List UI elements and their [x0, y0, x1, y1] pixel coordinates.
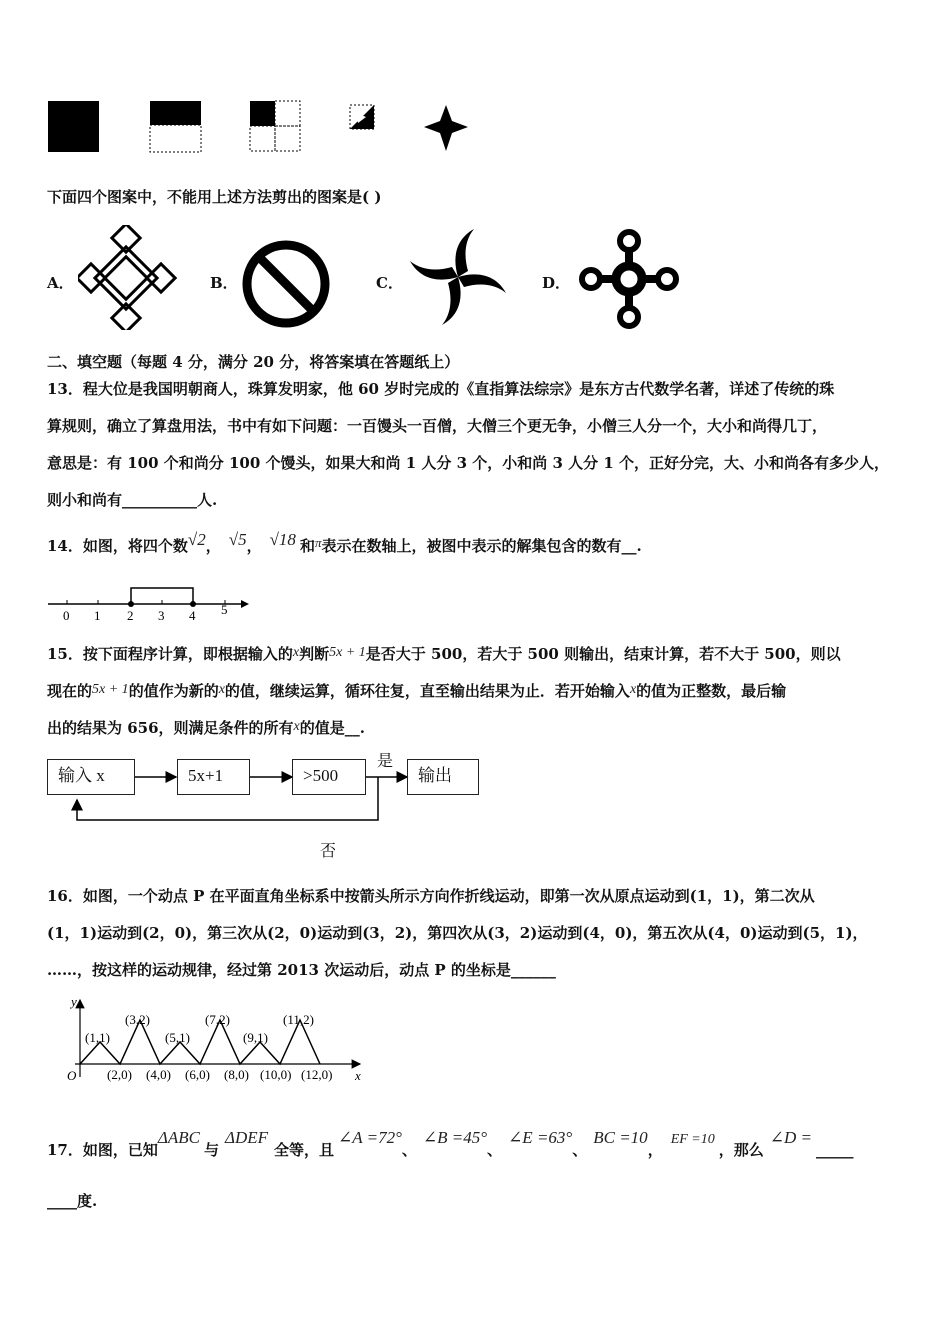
q17-line2: ____度.	[47, 1192, 98, 1210]
q15-l2b: 的值作为新的	[128, 682, 219, 700]
q14-part2: 和	[299, 537, 315, 555]
q13-line1: 13．程大位是我国明朝商人，珠算发明家，他 60 岁时完成的《直指算法综宗》是东方古代数学名著，详述了传统的珠	[47, 380, 835, 398]
origin-label: O	[67, 1068, 77, 1083]
bottom-label: (12,0)	[301, 1067, 333, 1082]
flow-no-label: 否	[320, 841, 337, 860]
q17-s3: 、	[572, 1141, 588, 1159]
q15-line2	[47, 681, 786, 703]
square-full-icon	[48, 101, 99, 152]
q16-line3: ……，按这样的运动规律，经过第 2013 次运动后，动点 P 的坐标是______	[47, 961, 556, 979]
bottom-label: (6,0)	[185, 1067, 210, 1082]
q15-line1	[47, 644, 841, 666]
q12-prompt: 下面四个图案中，不能用上述方法剪出的图案是( )	[47, 188, 382, 206]
y-axis-label: y	[71, 994, 77, 1009]
bottom-label: (10,0)	[260, 1067, 292, 1082]
zigzag-graph	[55, 992, 375, 1087]
peak-label: (1,1)	[85, 1030, 110, 1045]
q16-line2: (1，1)运动到(2，0)，第三次从(2，0)运动到(3，2)，第四次从(3，2)运动到(4，0)，第五次从(4，0)运动到(5，1)，	[47, 924, 868, 942]
peak-label: (3,2)	[125, 1012, 150, 1027]
section-heading: 二、填空题（每题 4 分，满分 20 分，将答案填在答题纸上）	[47, 353, 460, 371]
folding-figure	[40, 95, 490, 165]
four-point-star-icon	[424, 105, 468, 151]
no-entry-icon[interactable]	[240, 238, 332, 330]
tick-4: 4	[189, 608, 196, 623]
bottom-label: (2,0)	[107, 1067, 132, 1082]
var-x-c: x	[629, 682, 637, 697]
q14-text	[47, 530, 642, 557]
tri-abc: ΔABC	[157, 1128, 200, 1147]
x-axis-label: x	[355, 1068, 361, 1083]
q15-l2d: 的值为正整数，最后输	[636, 682, 787, 700]
bottom-label: (8,0)	[224, 1067, 249, 1082]
flow-calc-box: 5x+1	[177, 759, 250, 795]
peak-label: (11,2)	[283, 1012, 314, 1027]
q15-l2c: 的值，继续运算，循环往复，直至输出结果为止．若开始输入	[224, 682, 630, 700]
q15-l1b: 判断	[299, 645, 330, 663]
sqrt18: √18	[269, 530, 296, 549]
number-line	[45, 578, 255, 626]
angle-d: ∠D =	[769, 1128, 813, 1147]
expr-5x1-b: 5x + 1	[92, 682, 129, 697]
option-b-label[interactable]: B．	[210, 274, 238, 292]
q14-part3: 表示在数轴上，被图中表示的解集包含的数有__.	[321, 537, 642, 555]
tick-3: 3	[158, 608, 165, 623]
var-x: x	[292, 645, 300, 660]
pi: π	[314, 535, 322, 550]
var-x-d: x	[293, 719, 300, 734]
flow-input-box: 输入 x	[47, 759, 135, 795]
side-ef: EF =10	[670, 1132, 715, 1147]
q17-line1	[47, 1128, 854, 1162]
tick-0: 0	[63, 608, 70, 623]
q15-l1a: 15．按下面程序计算，即根据输入的	[47, 645, 293, 663]
square-half-fold-icon	[150, 101, 201, 152]
knot-diamond-icon[interactable]	[78, 225, 178, 330]
q13-line4: 则小和尚有__________人.	[47, 491, 218, 509]
peak-label: (7,2)	[205, 1012, 230, 1027]
sqrt2: √2	[187, 530, 206, 549]
angle-a: ∠A =72°	[338, 1128, 402, 1147]
q14-sep1: ，	[205, 537, 221, 555]
option-a-label[interactable]: A．	[47, 274, 74, 292]
var-x-b: x	[218, 682, 225, 697]
q17-b: 与	[203, 1141, 219, 1159]
answer-blank[interactable]: _____	[816, 1141, 854, 1159]
q17-s4: ，	[647, 1141, 663, 1159]
pinwheel-icon[interactable]	[405, 225, 511, 330]
sqrt5: √5	[228, 530, 247, 549]
q13-line3: 意思是：有 100 个和尚分 100 个馒头，如果大和尚 1 人分 3 个，小和尚 3 人分 1 个，正好分完，大、小和尚各有多少人，	[47, 454, 890, 472]
peak-label: (5,1)	[165, 1030, 190, 1045]
side-bc: BC =10	[593, 1128, 648, 1147]
q15-l3a: 出的结果为 656，则满足条件的所有	[47, 719, 294, 737]
q15-l2a: 现在的	[47, 682, 93, 700]
tick-5: 5	[221, 602, 228, 617]
flow-cond-box: >500	[292, 759, 366, 795]
option-c-label[interactable]: C．	[376, 274, 403, 292]
tri-def: ΔDEF	[224, 1128, 269, 1147]
option-d-label[interactable]: D．	[542, 274, 571, 292]
expr-5x1: 5x + 1	[329, 645, 366, 660]
q13-line2: 算规则，确立了算盘用法，书中有如下问题：一百馒头一百僧，大僧三个更无争，小僧三人分一个，大小和尚得几丁，	[47, 417, 828, 435]
q14-sep2: ，	[246, 537, 262, 555]
q17-s1: 、	[401, 1141, 417, 1159]
q16-line1: 16．如图，一个动点 P 在平面直角坐标系中按箭头所示方向作折线运动，即第一次从原点运动到(1，1)，第二次从	[47, 887, 815, 905]
q17-d: ，那么	[718, 1141, 764, 1159]
peak-label: (9,1)	[243, 1030, 268, 1045]
q15-l3b: 的值是__.	[299, 719, 365, 737]
flow-output-box: 输出	[407, 759, 479, 795]
q17-s2: 、	[487, 1141, 503, 1159]
bottom-label: (4,0)	[146, 1067, 171, 1082]
tick-2: 2	[127, 608, 134, 623]
q17-c: 全等，且	[274, 1141, 335, 1159]
q15-line3	[47, 718, 365, 740]
flow-yes-label: 是	[377, 751, 394, 770]
q14-part1: 14．如图，将四个数	[47, 537, 188, 555]
tick-1: 1	[94, 608, 101, 623]
angle-b: ∠B =45°	[422, 1128, 488, 1147]
four-ring-icon[interactable]	[576, 228, 682, 330]
q15-l1c: 是否大于 500，若大于 500 则输出，结束计算，若不大于 500，则以	[365, 645, 841, 663]
triangle-cut-icon	[350, 105, 374, 129]
square-quarter-fold-icon	[250, 101, 300, 151]
q17-a: 17．如图，已知	[47, 1141, 158, 1159]
angle-e: ∠E =63°	[508, 1128, 573, 1147]
